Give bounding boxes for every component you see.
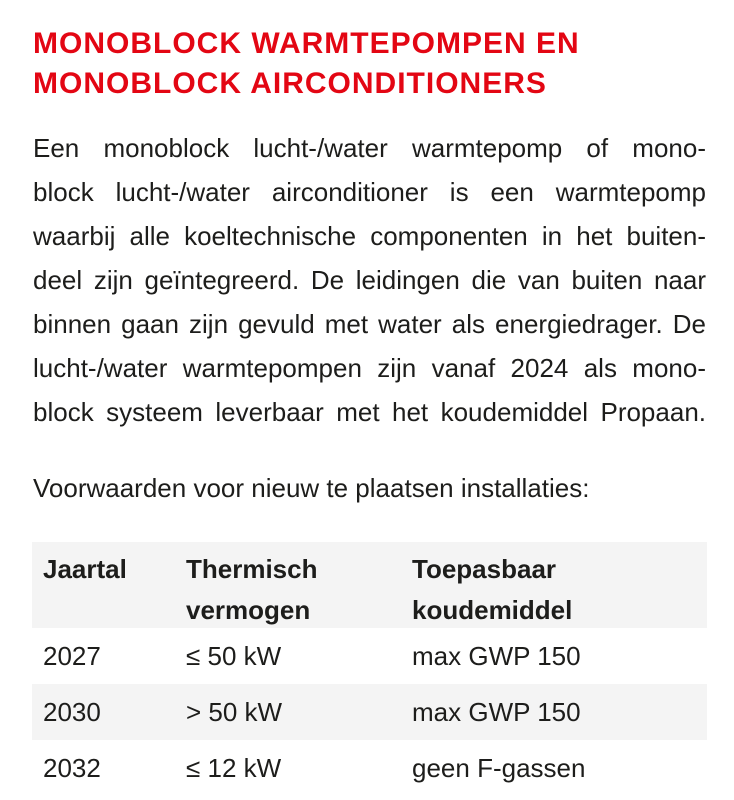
- cell-thermisch-vermogen: ≤ 50 kW: [186, 640, 282, 671]
- intro-line: Een monoblock lucht-/water warmtepomp of mono-: [33, 133, 706, 163]
- header-cell-thermisch-vermogen: [186, 549, 412, 631]
- cell-thermisch-vermogen: ≤ 12 kW: [186, 752, 282, 783]
- cell-jaartal: 2032: [43, 752, 101, 783]
- page-title: [33, 24, 706, 104]
- cell-toepasbaar-koudemiddel: geen F-gassen: [412, 752, 586, 783]
- header-toepasbaar-label: Toepasbaar: [412, 554, 557, 584]
- header-thermisch-label: Thermisch: [186, 554, 318, 584]
- header-koudemiddel-label: koudemiddel: [412, 595, 573, 625]
- table-header-row: [32, 542, 707, 628]
- table-row-2032: [32, 740, 707, 796]
- cell-jaartal: 2027: [43, 640, 101, 671]
- cell-toepasbaar-koudemiddel: max GWP 150: [412, 640, 581, 671]
- cell-toepasbaar-koudemiddel: max GWP 150: [412, 696, 581, 727]
- intro-line: block systeem leverbaar met het koudemiddel Propaan.: [33, 397, 706, 427]
- header-cell-jaartal: [32, 549, 186, 631]
- conditions-subheading: Voorwaarden voor nieuw te plaatsen installaties:: [33, 473, 590, 503]
- intro-line: binnen gaan zijn gevuld met water als energiedrager. De: [33, 309, 706, 339]
- header-vermogen-label: vermogen: [186, 595, 311, 625]
- intro-line: deel zijn geïntegreerd. De leidingen die van buiten naar: [33, 265, 706, 295]
- conditions-table: [32, 542, 707, 796]
- cell-thermisch-vermogen: > 50 kW: [186, 696, 283, 727]
- header-jaartal-label: Jaartal: [43, 554, 127, 584]
- table-row-2030: [32, 684, 707, 740]
- intro-paragraph: [33, 126, 706, 434]
- intro-line: waarbij alle koeltechnische componenten in het buiten-: [33, 221, 706, 251]
- cell-jaartal: 2030: [43, 696, 101, 727]
- table-row-2027: [32, 628, 707, 684]
- header-cell-toepasbaar-koudemiddel: [412, 549, 707, 631]
- intro-line: block lucht-/water airconditioner is een warmtepomp: [33, 177, 706, 207]
- intro-line: lucht-/water warmtepompen zijn vanaf 2024 als mono-: [33, 353, 706, 383]
- page-title-line-1: MONOBLOCK WARMTEPOMPEN EN: [33, 27, 580, 60]
- page-title-line-2: MONOBLOCK AIRCONDITIONERS: [33, 67, 547, 100]
